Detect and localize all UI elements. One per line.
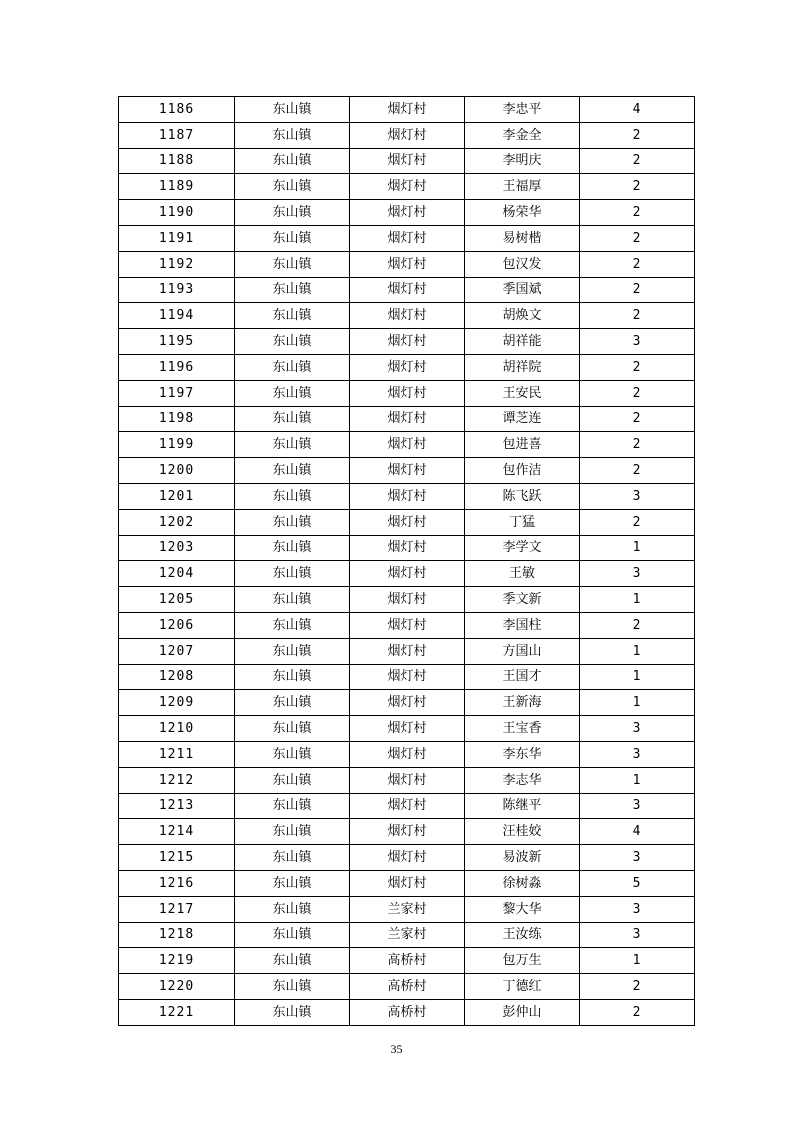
town-cell: 东山镇: [235, 380, 350, 406]
village-cell: 烟灯村: [350, 458, 465, 484]
name-cell: 李忠平: [465, 97, 580, 123]
row-number-cell: 1188: [119, 148, 235, 174]
name-cell: 王新海: [465, 690, 580, 716]
village-cell: 烟灯村: [350, 819, 465, 845]
row-number-cell: 1190: [119, 200, 235, 226]
table-row: [119, 561, 695, 587]
town-cell: 东山镇: [235, 354, 350, 380]
count-cell: 1: [580, 638, 695, 664]
row-number-cell: 1205: [119, 587, 235, 613]
village-cell: 烟灯村: [350, 329, 465, 355]
village-cell: 烟灯村: [350, 664, 465, 690]
village-cell: 高桥村: [350, 999, 465, 1025]
table-row: [119, 587, 695, 613]
count-cell: 1: [580, 535, 695, 561]
town-cell: 东山镇: [235, 122, 350, 148]
count-cell: 2: [580, 380, 695, 406]
town-cell: 东山镇: [235, 587, 350, 613]
name-cell: 徐树淼: [465, 870, 580, 896]
name-cell: 陈继平: [465, 793, 580, 819]
village-cell: 烟灯村: [350, 97, 465, 123]
count-cell: 2: [580, 974, 695, 1000]
table-row: [119, 329, 695, 355]
name-cell: 陈飞跃: [465, 483, 580, 509]
table-row: [119, 870, 695, 896]
village-cell: 烟灯村: [350, 535, 465, 561]
town-cell: 东山镇: [235, 922, 350, 948]
town-cell: 东山镇: [235, 97, 350, 123]
table-row: [119, 767, 695, 793]
name-cell: 易波新: [465, 845, 580, 871]
row-number-cell: 1187: [119, 122, 235, 148]
name-cell: 李金全: [465, 122, 580, 148]
village-cell: 烟灯村: [350, 303, 465, 329]
name-cell: 李国柱: [465, 612, 580, 638]
row-number-cell: 1219: [119, 948, 235, 974]
row-number-cell: 1217: [119, 896, 235, 922]
village-cell: 烟灯村: [350, 587, 465, 613]
count-cell: 3: [580, 845, 695, 871]
town-cell: 东山镇: [235, 948, 350, 974]
table-row: [119, 922, 695, 948]
row-number-cell: 1196: [119, 354, 235, 380]
town-cell: 东山镇: [235, 819, 350, 845]
table-row: [119, 303, 695, 329]
village-cell: 烟灯村: [350, 767, 465, 793]
row-number-cell: 1198: [119, 406, 235, 432]
name-cell: 包作洁: [465, 458, 580, 484]
table-row: [119, 122, 695, 148]
row-number-cell: 1216: [119, 870, 235, 896]
town-cell: 东山镇: [235, 277, 350, 303]
name-cell: 易树楷: [465, 225, 580, 251]
count-cell: 1: [580, 948, 695, 974]
count-cell: 2: [580, 999, 695, 1025]
town-cell: 东山镇: [235, 845, 350, 871]
village-cell: 烟灯村: [350, 509, 465, 535]
table-row: [119, 845, 695, 871]
table-row: [119, 354, 695, 380]
town-cell: 东山镇: [235, 251, 350, 277]
name-cell: 汪桂姣: [465, 819, 580, 845]
row-number-cell: 1193: [119, 277, 235, 303]
row-number-cell: 1189: [119, 174, 235, 200]
count-cell: 3: [580, 922, 695, 948]
village-cell: 烟灯村: [350, 716, 465, 742]
name-cell: 季文新: [465, 587, 580, 613]
name-cell: 王宝香: [465, 716, 580, 742]
table-row: [119, 819, 695, 845]
name-cell: 胡焕文: [465, 303, 580, 329]
town-cell: 东山镇: [235, 303, 350, 329]
name-cell: 王敏: [465, 561, 580, 587]
count-cell: 3: [580, 896, 695, 922]
row-number-cell: 1218: [119, 922, 235, 948]
village-cell: 烟灯村: [350, 741, 465, 767]
count-cell: 2: [580, 174, 695, 200]
count-cell: 1: [580, 767, 695, 793]
table-row: [119, 896, 695, 922]
name-cell: 李学文: [465, 535, 580, 561]
count-cell: 4: [580, 819, 695, 845]
row-number-cell: 1207: [119, 638, 235, 664]
count-cell: 3: [580, 483, 695, 509]
village-cell: 烟灯村: [350, 845, 465, 871]
village-cell: 兰家村: [350, 922, 465, 948]
village-cell: 烟灯村: [350, 122, 465, 148]
count-cell: 2: [580, 200, 695, 226]
count-cell: 2: [580, 277, 695, 303]
name-cell: 包进喜: [465, 432, 580, 458]
name-cell: 谭芝连: [465, 406, 580, 432]
table-row: [119, 251, 695, 277]
town-cell: 东山镇: [235, 690, 350, 716]
row-number-cell: 1203: [119, 535, 235, 561]
village-cell: 高桥村: [350, 948, 465, 974]
table-row: [119, 97, 695, 123]
count-cell: 2: [580, 148, 695, 174]
name-cell: 李明庆: [465, 148, 580, 174]
name-cell: 丁猛: [465, 509, 580, 535]
town-cell: 东山镇: [235, 406, 350, 432]
name-cell: 方国山: [465, 638, 580, 664]
row-number-cell: 1194: [119, 303, 235, 329]
town-cell: 东山镇: [235, 664, 350, 690]
town-cell: 东山镇: [235, 329, 350, 355]
name-cell: 彭仲山: [465, 999, 580, 1025]
town-cell: 东山镇: [235, 458, 350, 484]
village-cell: 烟灯村: [350, 174, 465, 200]
village-cell: 烟灯村: [350, 870, 465, 896]
table-body: [119, 97, 695, 1026]
table-row: [119, 741, 695, 767]
village-cell: 烟灯村: [350, 277, 465, 303]
count-cell: 3: [580, 716, 695, 742]
count-cell: 2: [580, 432, 695, 458]
name-cell: 黎大华: [465, 896, 580, 922]
page-number: 35: [390, 1042, 403, 1056]
count-cell: 2: [580, 251, 695, 277]
count-cell: 1: [580, 664, 695, 690]
village-cell: 烟灯村: [350, 793, 465, 819]
row-number-cell: 1220: [119, 974, 235, 1000]
row-number-cell: 1204: [119, 561, 235, 587]
town-cell: 东山镇: [235, 793, 350, 819]
town-cell: 东山镇: [235, 535, 350, 561]
name-cell: 包汉发: [465, 251, 580, 277]
village-cell: 烟灯村: [350, 483, 465, 509]
table-row: [119, 225, 695, 251]
count-cell: 3: [580, 793, 695, 819]
name-cell: 王国才: [465, 664, 580, 690]
name-cell: 王安民: [465, 380, 580, 406]
village-cell: 烟灯村: [350, 354, 465, 380]
town-cell: 东山镇: [235, 896, 350, 922]
village-cell: 烟灯村: [350, 690, 465, 716]
count-cell: 2: [580, 225, 695, 251]
town-cell: 东山镇: [235, 561, 350, 587]
count-cell: 1: [580, 690, 695, 716]
table-row: [119, 174, 695, 200]
town-cell: 东山镇: [235, 509, 350, 535]
table-row: [119, 948, 695, 974]
count-cell: 2: [580, 458, 695, 484]
village-cell: 烟灯村: [350, 148, 465, 174]
row-number-cell: 1214: [119, 819, 235, 845]
row-number-cell: 1199: [119, 432, 235, 458]
count-cell: 2: [580, 122, 695, 148]
village-cell: 烟灯村: [350, 225, 465, 251]
row-number-cell: 1212: [119, 767, 235, 793]
table-row: [119, 535, 695, 561]
count-cell: 2: [580, 354, 695, 380]
row-number-cell: 1197: [119, 380, 235, 406]
count-cell: 2: [580, 406, 695, 432]
town-cell: 东山镇: [235, 974, 350, 1000]
table-row: [119, 974, 695, 1000]
name-cell: 李志华: [465, 767, 580, 793]
town-cell: 东山镇: [235, 767, 350, 793]
row-number-cell: 1221: [119, 999, 235, 1025]
row-number-cell: 1211: [119, 741, 235, 767]
row-number-cell: 1213: [119, 793, 235, 819]
table-row: [119, 509, 695, 535]
town-cell: 东山镇: [235, 741, 350, 767]
village-cell: 烟灯村: [350, 638, 465, 664]
count-cell: 2: [580, 509, 695, 535]
count-cell: 5: [580, 870, 695, 896]
table-row: [119, 200, 695, 226]
town-cell: 东山镇: [235, 716, 350, 742]
name-cell: 李东华: [465, 741, 580, 767]
table-row: [119, 612, 695, 638]
row-number-cell: 1206: [119, 612, 235, 638]
table-row: [119, 458, 695, 484]
row-number-cell: 1210: [119, 716, 235, 742]
table-row: [119, 638, 695, 664]
table-row: [119, 148, 695, 174]
row-number-cell: 1202: [119, 509, 235, 535]
records-table: [118, 96, 695, 1026]
count-cell: 4: [580, 97, 695, 123]
name-cell: 杨荣华: [465, 200, 580, 226]
village-cell: 兰家村: [350, 896, 465, 922]
name-cell: 王汝练: [465, 922, 580, 948]
count-cell: 3: [580, 561, 695, 587]
row-number-cell: 1215: [119, 845, 235, 871]
count-cell: 2: [580, 612, 695, 638]
row-number-cell: 1208: [119, 664, 235, 690]
count-cell: 2: [580, 303, 695, 329]
town-cell: 东山镇: [235, 999, 350, 1025]
name-cell: 季国斌: [465, 277, 580, 303]
name-cell: 胡祥院: [465, 354, 580, 380]
village-cell: 烟灯村: [350, 432, 465, 458]
town-cell: 东山镇: [235, 483, 350, 509]
name-cell: 丁德红: [465, 974, 580, 1000]
row-number-cell: 1195: [119, 329, 235, 355]
table-row: [119, 277, 695, 303]
town-cell: 东山镇: [235, 638, 350, 664]
table-row: [119, 432, 695, 458]
village-cell: 烟灯村: [350, 612, 465, 638]
town-cell: 东山镇: [235, 225, 350, 251]
name-cell: 王福厚: [465, 174, 580, 200]
table-row: [119, 483, 695, 509]
table-row: [119, 406, 695, 432]
table-row: [119, 793, 695, 819]
row-number-cell: 1209: [119, 690, 235, 716]
name-cell: 胡祥能: [465, 329, 580, 355]
row-number-cell: 1200: [119, 458, 235, 484]
village-cell: 烟灯村: [350, 561, 465, 587]
town-cell: 东山镇: [235, 200, 350, 226]
table-row: [119, 380, 695, 406]
table-row: [119, 716, 695, 742]
table-row: [119, 690, 695, 716]
count-cell: 3: [580, 741, 695, 767]
row-number-cell: 1191: [119, 225, 235, 251]
village-cell: 高桥村: [350, 974, 465, 1000]
count-cell: 1: [580, 587, 695, 613]
count-cell: 3: [580, 329, 695, 355]
name-cell: 包万生: [465, 948, 580, 974]
town-cell: 东山镇: [235, 174, 350, 200]
village-cell: 烟灯村: [350, 200, 465, 226]
table-row: [119, 999, 695, 1025]
town-cell: 东山镇: [235, 612, 350, 638]
village-cell: 烟灯村: [350, 251, 465, 277]
row-number-cell: 1192: [119, 251, 235, 277]
town-cell: 东山镇: [235, 148, 350, 174]
town-cell: 东山镇: [235, 432, 350, 458]
village-cell: 烟灯村: [350, 406, 465, 432]
village-cell: 烟灯村: [350, 380, 465, 406]
row-number-cell: 1186: [119, 97, 235, 123]
row-number-cell: 1201: [119, 483, 235, 509]
town-cell: 东山镇: [235, 870, 350, 896]
table-row: [119, 664, 695, 690]
